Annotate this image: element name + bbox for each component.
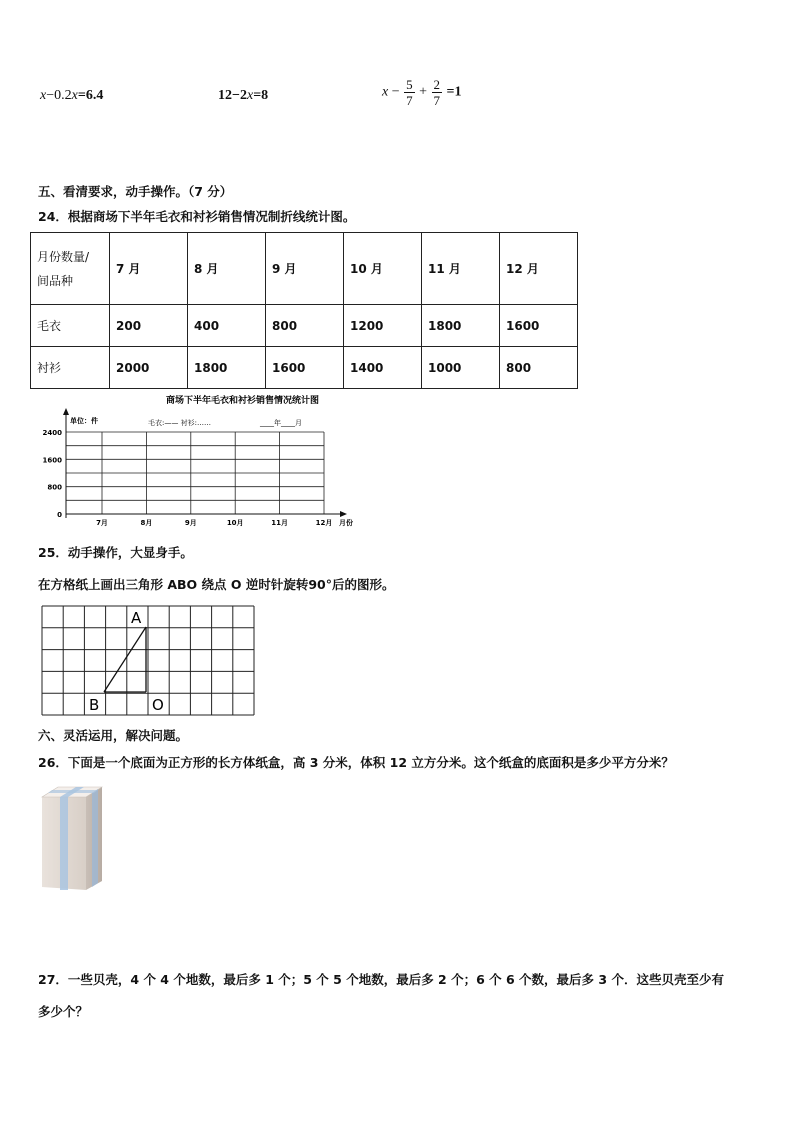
q27-line-1: 27．一些贝壳，4 个 4 个地数，最后多 1 个；5 个 5 个地数，最后多 2 个；6 个 6 个数，最后多 3 个．这些贝壳至少有 xyxy=(38,972,724,987)
table-cell: 400 xyxy=(188,305,266,347)
table-cell: 200 xyxy=(110,305,188,347)
q24-title: 24．根据商场下半年毛衣和衬衫销售情况制折线统计图。 xyxy=(38,209,356,224)
label-a: A xyxy=(131,609,142,627)
table-corner-header: 月份数量/ 间品种 xyxy=(31,233,110,305)
table-cell: 1400 xyxy=(344,347,422,389)
month-header: 11 月 xyxy=(422,233,500,305)
table-cell: 800 xyxy=(500,347,578,389)
y-tick-label: 1600 xyxy=(42,456,62,465)
sales-table xyxy=(30,232,578,389)
month-header: 10 月 xyxy=(344,233,422,305)
chart-unit-label: 单位：件 xyxy=(70,417,98,425)
x-tick-label: 12月 xyxy=(315,519,333,527)
x-tick-label: 9月 xyxy=(184,519,197,527)
y-axis-arrow xyxy=(63,408,69,415)
table-row-sweater xyxy=(31,305,578,347)
grid-paper xyxy=(40,605,256,717)
equation-1: x−0.2x=6.4 xyxy=(40,88,104,103)
y-tick-label: 800 xyxy=(47,483,62,492)
row-label: 毛衣 xyxy=(31,305,110,347)
table-header-row xyxy=(31,233,578,305)
month-header: 7 月 xyxy=(110,233,188,305)
chart-legend: 毛衣:—— 衬衫:…… xyxy=(148,419,211,427)
y-tick-label: 0 xyxy=(57,511,62,519)
table-cell: 2000 xyxy=(110,347,188,389)
triangle-abo xyxy=(104,627,146,692)
table-cell: 800 xyxy=(266,305,344,347)
triangle-side-ab xyxy=(104,627,146,692)
x-tick-label: 8月 xyxy=(140,519,153,527)
chart-date-line: ____年____月 xyxy=(260,419,302,427)
q25-instruction: 在方格纸上画出三角形 ABO 绕点 O 逆时针旋转90°后的图形。 xyxy=(38,577,395,592)
table-row-shirt xyxy=(31,347,578,389)
x-axis-unit: 月份 xyxy=(339,519,353,527)
x-tick-label: 7月 xyxy=(96,519,108,527)
table-cell: 1200 xyxy=(344,305,422,347)
equation-3: x − $\frac{5}{7}$ + $\frac{2}{7}$ =1 xyxy=(382,77,462,108)
chart-y-ticks xyxy=(43,429,63,519)
x-axis-arrow xyxy=(340,511,347,517)
chart-x-ticks xyxy=(96,518,353,527)
q25-title: 25．动手操作，大显身手。 xyxy=(38,545,193,560)
month-header: 9 月 xyxy=(266,233,344,305)
cuboid-box-image xyxy=(40,783,106,893)
chart-title: 商场下半年毛衣和衬衫销售情况统计图 xyxy=(166,396,320,406)
label-b: B xyxy=(89,696,100,714)
month-header: 12 月 xyxy=(500,233,578,305)
q27-line-2: 多少个？ xyxy=(38,1004,89,1019)
fraction-5-7: $\frac{5}{7}$ xyxy=(406,77,413,108)
label-o: O xyxy=(152,696,164,714)
table-cell: 1000 xyxy=(422,347,500,389)
equation-2: 12−2x=8 xyxy=(218,88,269,103)
x-tick-label: 10月 xyxy=(226,519,244,527)
month-header: 8 月 xyxy=(188,233,266,305)
line-chart xyxy=(28,390,358,530)
table-cell: 1800 xyxy=(422,305,500,347)
q26-title: 26．下面是一个底面为正方形的长方体纸盒，高 3 分米，体积 12 立方分米。这个纸盒的底面积是多少平方分米？ xyxy=(38,755,674,770)
section-6-title: 六、灵活运用，解决问题。 xyxy=(38,728,189,743)
grid-lines xyxy=(42,606,254,715)
row-label: 衬衫 xyxy=(31,347,110,389)
chart-grid xyxy=(66,432,324,514)
table-cell: 1600 xyxy=(500,305,578,347)
table-cell: 1600 xyxy=(266,347,344,389)
section-5-title: 五、看清要求，动手操作。（7 分） xyxy=(38,184,233,199)
x-tick-label: 11月 xyxy=(271,519,288,527)
table-cell: 1800 xyxy=(188,347,266,389)
fraction-2-7: $\frac{2}{7}$ xyxy=(433,77,441,108)
y-tick-label: 2400 xyxy=(42,429,62,437)
